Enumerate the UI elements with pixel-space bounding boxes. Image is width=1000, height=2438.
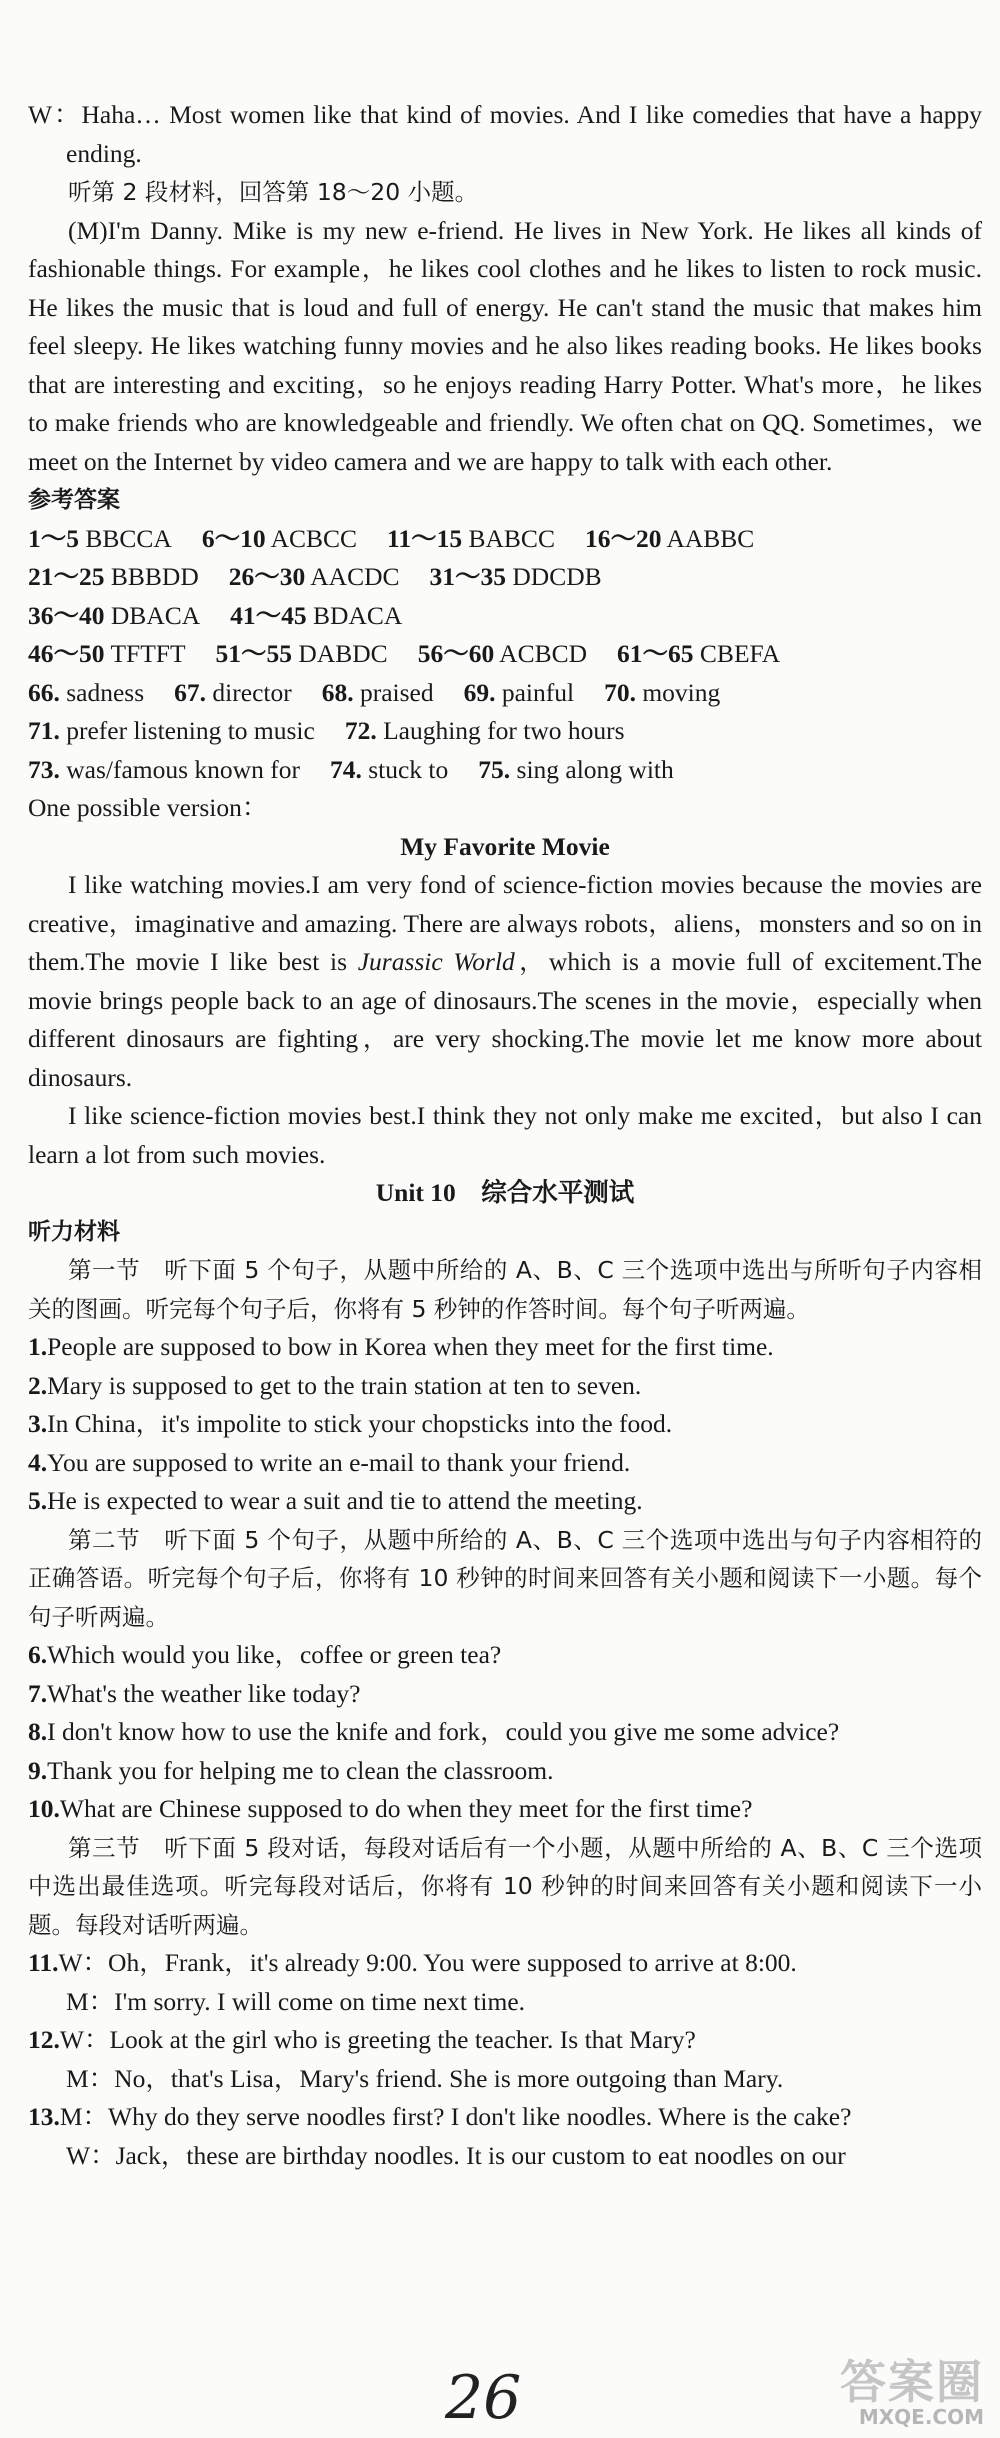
item-number: 10. (28, 1794, 60, 1823)
item-number: 6. (28, 1640, 48, 1669)
answer-number: 69. (463, 677, 496, 707)
answer-number: 56～60 (417, 639, 495, 668)
answer-item (28, 597, 200, 636)
answer-item (216, 635, 388, 674)
answer-item (229, 558, 400, 597)
dialogue-reply: M：I'm sorry. I will come on time next time. (66, 1986, 526, 2016)
answer-item (230, 597, 402, 636)
answer-value: sadness (66, 677, 145, 707)
answer-number: 16～20 (584, 523, 662, 553)
dialogue-reply: W：Jack，these are birthday noodles. It is our custom to eat noodles on our (66, 2140, 846, 2170)
answer-value: prefer listening to music (66, 716, 315, 745)
answer-value: sing along with (516, 754, 674, 784)
item-number: 1. (28, 1332, 48, 1361)
section-3-instructions: 第三节 听下面 5 段对话，每段对话后有一个小题，从题中所给的 A、B、C 三个选项中选出最佳选项。听完每段对话后，你将有 10 秒钟的时间来回答有关小题和阅读下一小题。每段对话听两遍。 (28, 1833, 982, 1939)
answer-item (330, 751, 448, 790)
item-text: Mary is supposed to get to the train station at ten to seven. (47, 1370, 642, 1400)
section-prompt: 听第 2 段材料，回答第 18～20 小题。 (68, 178, 479, 206)
answer-number: 51～55 (215, 639, 293, 668)
answer-value: moving (642, 677, 721, 707)
answer-value: praised (359, 677, 434, 707)
answer-value: ACBCD (499, 639, 588, 668)
answer-item (28, 751, 300, 790)
dialogue-line (28, 2098, 982, 2137)
listening-heading: 听力材料 (28, 1218, 120, 1245)
watermark-site: MXQE.COM (858, 2405, 984, 2429)
item-number: 2. (28, 1370, 48, 1400)
answer-number: 61～65 (617, 639, 694, 668)
answer-row (28, 712, 982, 751)
answer-number: 21～25 (28, 562, 105, 591)
item-number: 4. (28, 1447, 48, 1477)
answer-item (345, 712, 625, 751)
watermark-logo: 答案圈 (840, 2355, 984, 2409)
answer-value: was/famous known for (66, 754, 300, 784)
listening-item (28, 1790, 982, 1829)
possible-version-label: One possible version： (28, 793, 268, 822)
listening-item (28, 1367, 982, 1406)
answer-number: 31～35 (429, 562, 507, 591)
answer-value: BABCC (468, 523, 555, 553)
dialogue-reply: M：No，that's Lisa，Mary's friend. She is more outgoing than Mary. (66, 2063, 784, 2093)
answer-value: BBBDD (110, 562, 199, 591)
item-text: What are Chinese supposed to do when they meet for the first time? (59, 1794, 753, 1823)
answer-value: AACDC (310, 562, 400, 591)
listening-item (28, 1675, 982, 1714)
answer-item (202, 520, 357, 559)
answer-number: 70. (604, 677, 636, 707)
dialogue-text: W：Oh，Frank，it's already 9:00. You were supposed to arrive at 8:00. (58, 1948, 797, 1977)
answer-value: CBEFA (699, 639, 781, 668)
answers-heading: 参考答案 (28, 487, 120, 513)
item-number: 11. (28, 1948, 59, 1977)
answer-number: 71. (28, 716, 60, 745)
listening-item (28, 1752, 982, 1791)
answer-number: 36～40 (28, 600, 105, 630)
dialogue-line: W：Haha… Most women like that kind of movies. And I like comedies that have a happy ending. (28, 100, 982, 168)
item-number: 3. (28, 1409, 48, 1438)
item-number: 9. (28, 1755, 48, 1785)
answer-item (28, 520, 172, 559)
answer-item (430, 558, 602, 597)
answer-number: 41～45 (230, 600, 307, 630)
answer-value: DBACA (110, 600, 201, 630)
item-text: Thank you for helping me to clean the classroom. (47, 1755, 554, 1785)
answer-row (28, 751, 982, 790)
unit-title: Unit 10 综合水平测试 (375, 1178, 635, 1207)
answer-number: 74. (329, 754, 362, 784)
answer-item (322, 674, 434, 713)
item-text: What's the weather like today? (47, 1678, 361, 1708)
answer-value: DABDC (298, 639, 388, 668)
answer-number: 1～5 (28, 523, 80, 553)
answer-number: 46～50 (28, 639, 105, 668)
answer-row (28, 635, 982, 674)
essay-text: I like watching movies.I am very fond of science-fiction movies because the movies are creative，imaginative and amazing. There are always robots，aliens，monsters and so on in them.The movie I like best is (28, 870, 982, 976)
dialogue-line (28, 2021, 982, 2060)
section-2-items (28, 1636, 982, 1829)
answer-key (28, 520, 982, 790)
answer-number: 66. (28, 677, 60, 707)
movie-title: Jurassic World (357, 947, 515, 976)
section-1-items (28, 1328, 982, 1521)
answer-number: 75. (478, 754, 511, 784)
watermark (840, 2355, 984, 2429)
answer-item (28, 635, 186, 674)
answer-value: stuck to (368, 754, 449, 784)
answer-number: 26～30 (228, 562, 306, 591)
answer-item (387, 520, 555, 559)
essay-title: My Favorite Movie (400, 831, 610, 861)
dialogue-text: M：Why do they serve noodles first? I don't like noodles. Where is the cake? (59, 2102, 852, 2131)
answer-value: TFTFT (110, 639, 186, 668)
listening-item (28, 1713, 982, 1752)
answer-item (28, 558, 199, 597)
section-1-instructions: 第一节 听下面 5 个句子，从题中所给的 A、B、C 三个选项中选出与所听句子内容相关的图画。听完每个句子后，你将有 5 秒钟的作答时间。每个句子听两遍。 (28, 1256, 982, 1323)
dialogue-line (28, 1944, 982, 1983)
listening-item (28, 1328, 982, 1367)
answer-item (28, 674, 144, 713)
item-text: Which would you like，coffee or green tea? (47, 1640, 502, 1669)
answer-value: DDCDB (512, 562, 602, 591)
answer-value: BDACA (313, 600, 403, 630)
item-text: In China，it's impolite to stick your chopsticks into the food. (47, 1409, 673, 1438)
answer-number: 67. (174, 677, 207, 707)
item-number: 12. (28, 2025, 60, 2054)
answer-value: ACBCC (270, 523, 358, 553)
section-3-dialogues (28, 1944, 982, 2175)
listening-item (28, 1636, 982, 1675)
item-number: 8. (28, 1717, 48, 1746)
answer-number: 73. (28, 754, 60, 784)
item-text: He is expected to wear a suit and tie to attend the meeting. (47, 1486, 643, 1515)
item-text: I don't know how to use the knife and fork，could you give me some advice? (47, 1717, 840, 1746)
answer-number: 68. (321, 677, 354, 707)
answer-number: 6～10 (201, 523, 266, 553)
answer-value: director (212, 677, 292, 707)
answer-item (604, 674, 720, 713)
answer-item (174, 674, 292, 713)
item-text: People are supposed to bow in Korea when they meet for the first time. (47, 1332, 774, 1361)
answer-number: 72. (344, 716, 377, 745)
answer-item (28, 712, 315, 751)
item-number: 13. (28, 2102, 60, 2131)
section-2-instructions: 第二节 听下面 5 个句子，从题中所给的 A、B、C 三个选项中选出与句子内容相符的正确答语。听完每个句子后，你将有 10 秒钟的时间来回答有关小题和阅读下一小题。每个句子听两遍。 (28, 1525, 982, 1631)
essay-paragraph-1 (28, 866, 982, 1097)
essay-text: ，which is a movie full of excitement.The movie brings people back to an age of dinosaurs.The scenes in the movie，especially when different dinosaurs are fighting，are very shocking.The movie let me know more about dinosaurs. (28, 947, 982, 1092)
listening-item (28, 1444, 982, 1483)
handwritten-page-number: 26 (445, 2363, 522, 2433)
listening-paragraph: (M)I'm Danny. Mike is my new e-friend. He lives in New York. He likes all kinds of fashionable things. For example，he likes cool clothes and he likes to listen to rock music. He likes the music that is loud and full of energy. He can't stand the music that makes him feel sleepy. He likes watching funny movies and he also likes reading books. He likes books that are interesting and exciting，so he enjoys reading Harry Potter. What's more，he likes to make friends who are knowledgeable and friendly. We often chat on QQ. Sometimes，we meet on the Internet by video camera and we are happy to talk with each other. (28, 215, 982, 476)
listening-item (28, 1482, 982, 1521)
answer-row (28, 674, 982, 713)
essay-paragraph-2: I like science-fiction movies best.I think they not only make me excited，but also I can learn a lot from such movies. (28, 1101, 982, 1169)
answer-value: AABBC (666, 523, 755, 553)
answer-row (28, 558, 982, 597)
item-text: You are supposed to write an e-mail to thank your friend. (47, 1447, 631, 1477)
answer-item (464, 674, 574, 713)
answer-item (617, 635, 780, 674)
listening-item (28, 1405, 982, 1444)
answer-row (28, 597, 982, 636)
answer-item (478, 751, 674, 790)
dialogue-text: W：Look at the girl who is greeting the teacher. Is that Mary? (59, 2025, 696, 2054)
item-number: 7. (28, 1678, 48, 1708)
item-number: 5. (28, 1486, 48, 1515)
answer-value: Laughing for two hours (383, 716, 625, 745)
answer-value: painful (501, 677, 575, 707)
answer-row (28, 520, 982, 559)
answer-item (418, 635, 587, 674)
answer-number: 11～15 (387, 523, 463, 553)
answer-item (585, 520, 754, 559)
answer-value: BBCCA (85, 523, 172, 553)
